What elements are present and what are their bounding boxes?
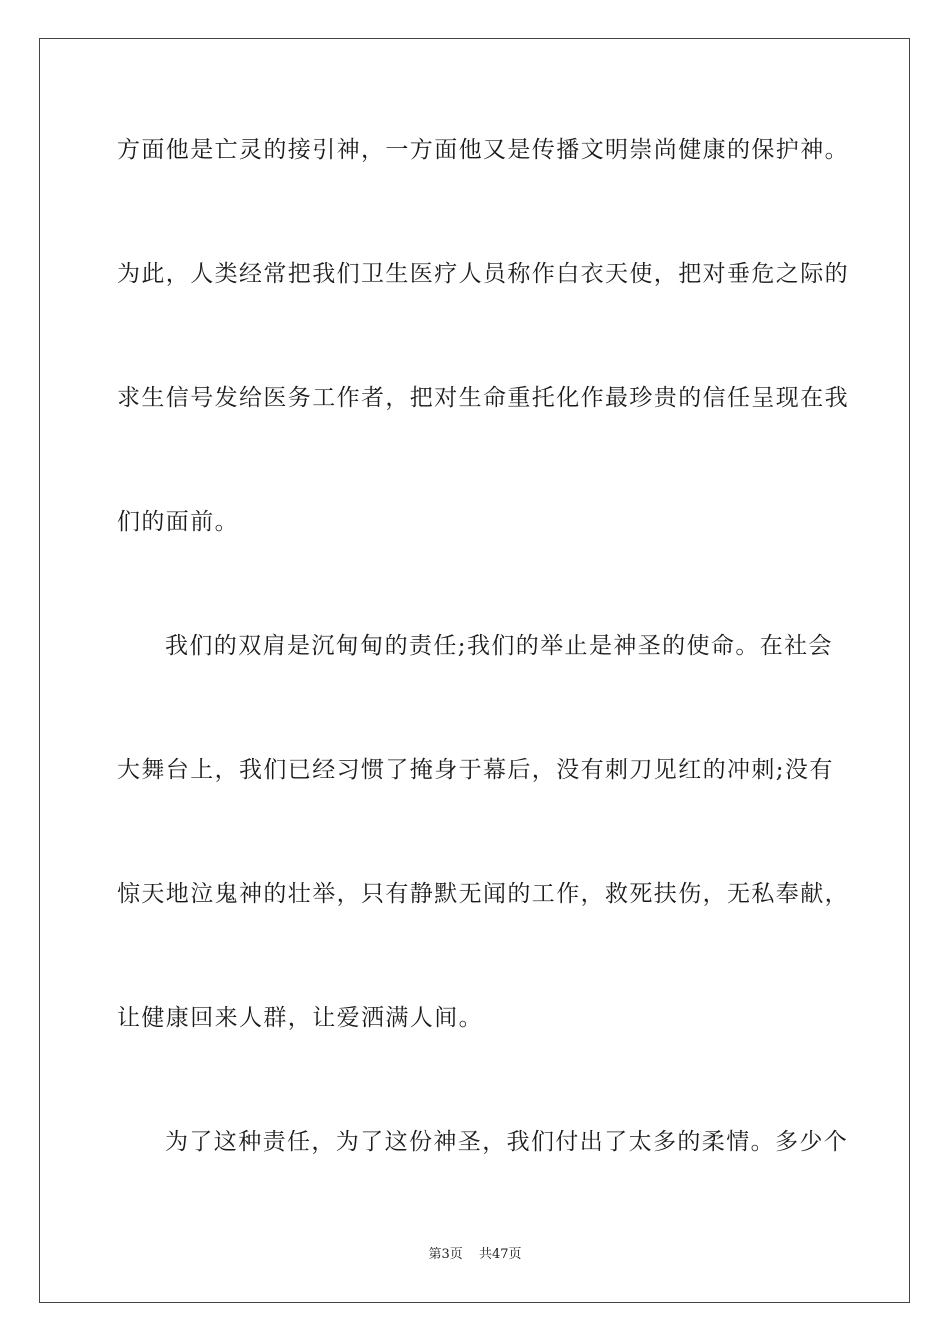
- page-number: 第3页: [428, 1247, 463, 1262]
- text-line-7: 惊天地泣鬼神的壮举，只有静默无闻的工作，救死扶伤，无私奉献，: [117, 881, 849, 907]
- text-line-1: 方面他是亡灵的接引神，一方面他又是传播文明崇尚健康的保护神。: [117, 137, 849, 163]
- page-frame: [39, 38, 910, 1303]
- text-line-8: 让健康回来人群，让爱洒满人间。: [117, 1005, 483, 1031]
- text-line-2: 为此，人类经常把我们卫生医疗人员称作白衣天使，把对垂危之际的: [117, 261, 849, 287]
- text-line-4: 们的面前。: [117, 509, 239, 535]
- text-line-5: 我们的双肩是沉甸甸的责任;我们的举止是神圣的使命。在社会: [165, 633, 833, 659]
- text-line-9: 为了这种责任，为了这份神圣，我们付出了太多的柔情。多少个: [165, 1129, 849, 1155]
- page-footer: [0, 1246, 950, 1264]
- text-line-6: 大舞台上，我们已经习惯了掩身于幕后，没有刺刀见红的冲刺;没有: [117, 757, 834, 783]
- page-total: 共47页: [478, 1247, 522, 1262]
- text-line-3: 求生信号发给医务工作者，把对生命重托化作最珍贵的信任呈现在我: [117, 385, 849, 411]
